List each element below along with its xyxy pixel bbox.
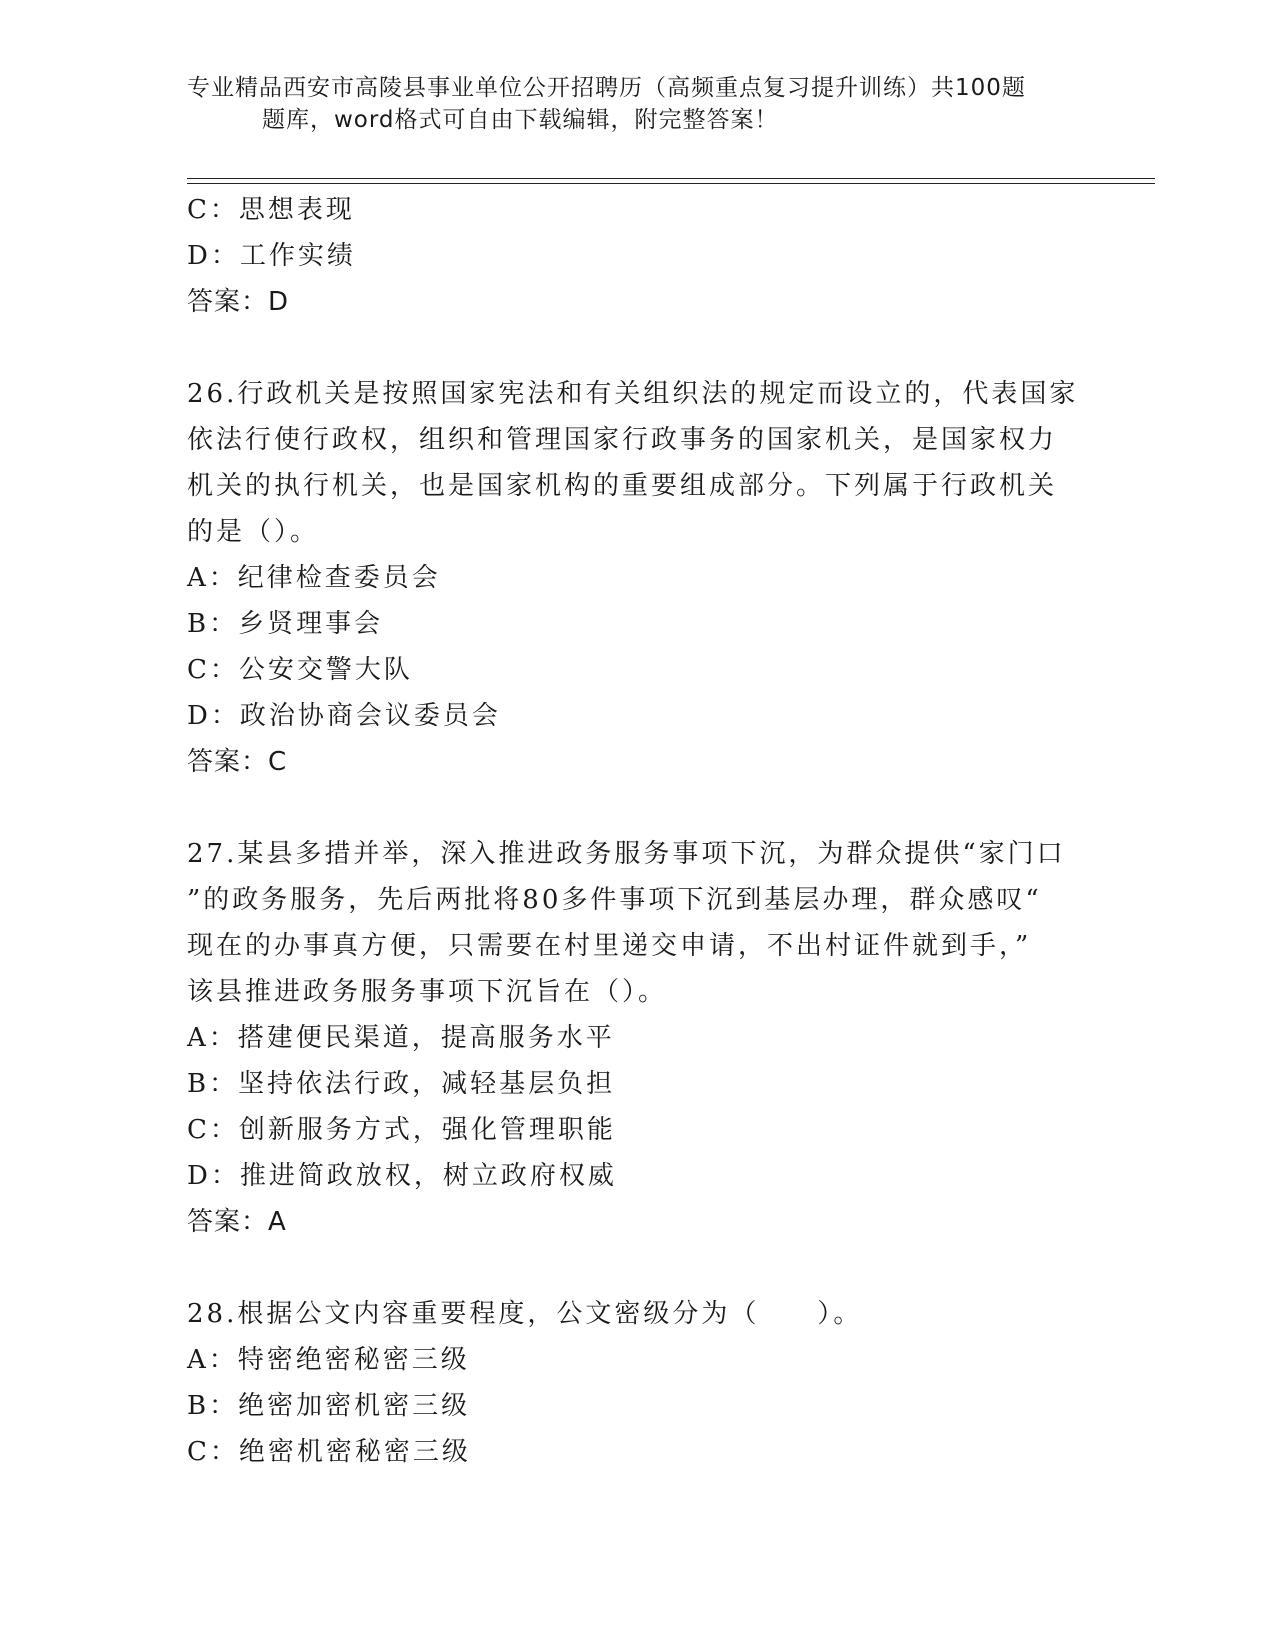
option-b: B：乡贤理事会 — [187, 609, 384, 639]
question-stem-line: 该县推进政务服务事项下沉旨在（）。 — [187, 977, 668, 1007]
question-stem-line: 机关的执行机关，也是国家机构的重要组成部分。下列属于行政机关 — [187, 471, 1058, 501]
option-b: B：坚持依法行政，减轻基层负担 — [187, 1069, 616, 1099]
option-c: C：绝密机密秘密三级 — [187, 1437, 471, 1467]
option-a: A：特密绝密秘密三级 — [187, 1345, 470, 1375]
question-26 — [187, 371, 1087, 785]
header-divider-top — [187, 178, 1155, 179]
option-d: D：推进简政放权，树立政府权威 — [187, 1161, 617, 1191]
option-b: B：绝密加密机密三级 — [187, 1391, 471, 1421]
header-title-line-2: 题库，word格式可自由下载编辑，附完整答案！ — [262, 107, 779, 133]
option-d: D：工作实绩 — [187, 241, 356, 271]
spacer — [187, 325, 1087, 371]
question-stem-line: 依法行使行政权，组织和管理国家行政事务的国家机关，是国家权力 — [187, 425, 1058, 455]
header-title-line-1: 专业精品西安市高陵县事业单位公开招聘历（高频重点复习提升训练）共100题 — [187, 75, 1026, 101]
option-d: D：政治协商会议委员会 — [187, 701, 501, 731]
question-27 — [187, 831, 1087, 1245]
option-c: C：公安交警大队 — [187, 655, 413, 685]
option-c: C：思想表现 — [187, 195, 355, 225]
question-stem-line: ”的政务服务，先后两批将80多件事项下沉到基层办理，群众感叹“ — [187, 885, 1042, 915]
option-a: A：纪律检查委员会 — [187, 563, 441, 593]
document-header — [187, 72, 1087, 136]
question-stem-line: 的是（）。 — [187, 517, 320, 547]
spacer — [187, 1245, 1087, 1291]
question-25-tail — [187, 187, 1087, 325]
question-stem-line: 27.某县多措并举，深入推进政务服务事项下沉，为群众提供“家门口 — [187, 839, 1066, 869]
spacer — [187, 785, 1087, 831]
answer: 答案：A — [187, 1207, 287, 1237]
question-stem-line: 28.根据公文内容重要程度，公文密级分为（ ）。 — [187, 1299, 863, 1329]
document-body — [187, 187, 1087, 1475]
question-stem-line: 26.行政机关是按照国家宪法和有关组织法的规定而设立的，代表国家 — [187, 379, 1079, 409]
option-c: C：创新服务方式，强化管理职能 — [187, 1115, 616, 1145]
answer: 答案：D — [187, 287, 290, 317]
option-a: A：搭建便民渠道，提高服务水平 — [187, 1023, 615, 1053]
question-stem-line: 现在的办事真方便，只需要在村里递交申请，不出村证件就到手，” — [187, 931, 1032, 961]
question-28 — [187, 1291, 1087, 1475]
answer: 答案：C — [187, 747, 288, 777]
header-divider-bottom — [187, 183, 1155, 184]
